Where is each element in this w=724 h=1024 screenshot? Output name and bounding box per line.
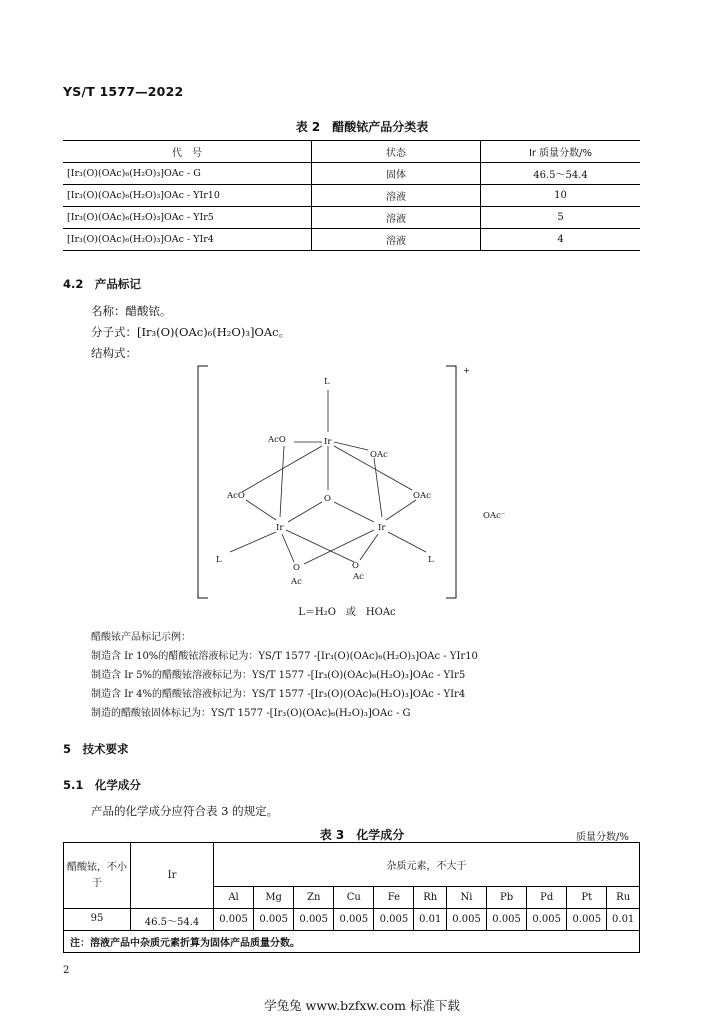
standard-number: YS/T 1577—2022	[63, 84, 184, 99]
bonds	[230, 390, 426, 564]
product-code: [Ir₃(O)(OAc)₆(H₂O)₃]OAc - G	[63, 163, 312, 185]
impurity-value: 0.005	[214, 909, 254, 931]
ir-range-value: 46.5～54.4	[131, 909, 214, 931]
element-header: Ru	[607, 887, 640, 909]
column-header: 状态	[312, 141, 481, 163]
structure-label: 结构式：	[91, 346, 137, 360]
ir-fraction: 4	[481, 229, 641, 251]
section-5-heading: 5 技术要求	[63, 742, 129, 756]
ir-fraction: 5	[481, 207, 641, 229]
table-note: 注：溶液产品中杂质元素折算为固体产品质量分数。	[64, 931, 640, 953]
element-header: Pt	[567, 887, 607, 909]
impurity-value: 0.01	[607, 909, 640, 931]
acetyl-group: Ac	[353, 572, 364, 582]
impurity-value: 0.005	[374, 909, 414, 931]
section-5-1-text: 产品的化学成分应符合表 3 的规定。	[91, 804, 279, 818]
product-code: [Ir₃(O)(OAc)₆(H₂O)₃]OAc - YIr4	[63, 229, 312, 251]
element-header: Pb	[487, 887, 527, 909]
ir-fraction: 10	[481, 185, 641, 207]
bridging-oxygen: O	[293, 563, 300, 573]
impurity-value: 0.005	[527, 909, 567, 931]
table-header-row	[63, 141, 640, 163]
structural-formula-diagram	[190, 362, 530, 622]
left-bracket	[198, 366, 208, 598]
impurity-value: 0.01	[414, 909, 447, 931]
example-line: 制造含 Ir 5%的醋酸铱溶液标记为：YS/T 1577 -[Ir₃(O)(OAc)₆(H₂O)₃]OAc - YIr5	[91, 670, 466, 681]
table-row	[64, 909, 640, 931]
impurity-value: 0.005	[567, 909, 607, 931]
example-line: 制造含 Ir 10%的醋酸铱溶液标记为：YS/T 1577 -[Ir₃(O)(OAc)₆(H₂O)₃]OAc - YIr10	[91, 651, 478, 662]
table-row	[63, 207, 640, 229]
note-row	[64, 931, 640, 953]
iridium-atom-top: Ir	[324, 437, 332, 447]
acetate-group: AcO	[227, 491, 245, 501]
complex-charge: +	[463, 366, 471, 376]
ligand-l-top: L	[324, 377, 330, 387]
table2-caption: 表 2 醋酸铱产品分类表	[295, 120, 429, 134]
examples-title: 醋酸铱产品标记示例：	[91, 632, 191, 643]
ligand-l-left: L	[216, 555, 222, 565]
section-4-2-heading: 4.2 产品标记	[63, 277, 141, 291]
column-header: 醋酸铱，不小于	[64, 843, 131, 909]
impurity-header: 杂质元素，不大于	[214, 843, 640, 887]
product-state: 溶液	[312, 185, 481, 207]
product-code: [Ir₃(O)(OAc)₆(H₂O)₃]OAc - YIr5	[63, 207, 312, 229]
product-state: 固体	[312, 163, 481, 185]
table3-caption: 表 3 化学成分	[319, 828, 405, 842]
ligand-l-right: L	[428, 555, 434, 565]
element-header: Ni	[446, 887, 486, 909]
column-header: 代 号	[63, 141, 312, 163]
acetate-group: OAc	[370, 450, 388, 460]
impurity-value: 0.005	[254, 909, 294, 931]
impurity-value: 0.005	[334, 909, 374, 931]
ligand-legend: L＝H₂O 或 HOAc	[298, 607, 396, 618]
table3	[63, 842, 640, 953]
example-line: 制造含 Ir 4%的醋酸铱溶液标记为：YS/T 1577 -[Ir₃(O)(OAc)₆(H₂O)₃]OAc - YIr4	[91, 689, 466, 700]
product-name-line: 名称：醋酸铱。	[91, 304, 172, 318]
grade-value: 95	[64, 909, 131, 931]
bridging-oxygen: O	[352, 561, 359, 571]
right-bracket	[446, 366, 456, 598]
element-header: Pd	[527, 887, 567, 909]
table3-unit: 质量分数/%	[576, 832, 629, 843]
element-header: Fe	[374, 887, 414, 909]
table-row	[63, 185, 640, 207]
product-code: [Ir₃(O)(OAc)₆(H₂O)₃]OAc - YIr10	[63, 185, 312, 207]
section-5-1-heading: 5.1 化学成分	[63, 778, 141, 792]
impurity-value: 0.005	[487, 909, 527, 931]
example-line: 制造的醋酸铱固体标记为：YS/T 1577 -[Ir₃(O)(OAc)₆(H₂O)₃]OAc - G	[91, 708, 411, 719]
table-row	[63, 163, 640, 185]
molecular-formula-line: 分子式：[Ir₃(O)(OAc)₆(H₂O)₃]OAc。	[91, 325, 291, 339]
product-state: 溶液	[312, 207, 481, 229]
table-header-row	[64, 843, 640, 887]
page-number: 2	[63, 965, 70, 976]
element-header: Al	[214, 887, 254, 909]
product-state: 溶液	[312, 229, 481, 251]
iridium-atom-left: Ir	[276, 523, 284, 533]
acetate-group: AcO	[268, 435, 286, 445]
element-header: Rh	[414, 887, 447, 909]
element-header: Zn	[294, 887, 334, 909]
central-oxygen: O	[324, 494, 331, 504]
impurity-value: 0.005	[446, 909, 486, 931]
watermark-footer: 学兔兔 www.bzfxw.com 标准下载	[264, 998, 460, 1013]
iridium-atom-right: Ir	[378, 523, 386, 533]
counter-ion: OAc⁻	[483, 511, 506, 521]
acetyl-group: Ac	[291, 577, 302, 587]
impurity-value: 0.005	[294, 909, 334, 931]
acetate-group: OAc	[413, 491, 431, 501]
table-row	[63, 229, 640, 251]
element-header: Cu	[334, 887, 374, 909]
element-header: Mg	[254, 887, 294, 909]
column-header: Ir 质量分数/%	[481, 141, 641, 163]
ir-fraction: 46.5～54.4	[481, 163, 641, 185]
table2	[63, 140, 640, 251]
column-header: Ir	[131, 843, 214, 909]
